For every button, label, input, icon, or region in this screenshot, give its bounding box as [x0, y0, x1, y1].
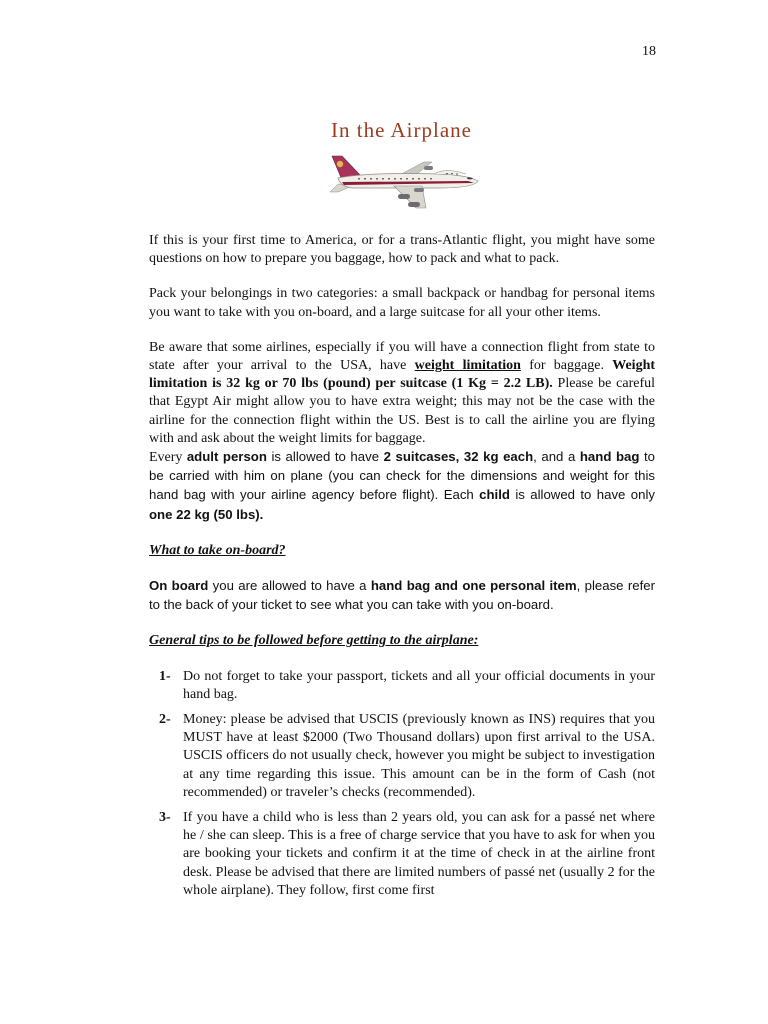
baggage-text: Please be careful that Egypt Air might allow you to have extra weight; this may not be the case with the airline for the connection flight within the US. Best is to call the airline you are flying with and ask about the weight limits for baggage. [149, 376, 655, 446]
page-title: In the Airplane [331, 118, 472, 142]
hand-bag-personal-item: hand bag and one personal item [370, 578, 577, 594]
airplane-icon [328, 150, 480, 212]
suitcase-allowance: 2 suitcases, 32 kg each [383, 449, 534, 465]
weight-limitation-term: weight limitation [414, 358, 521, 374]
onboard-text: , please refer to the back of your ticket to see what you can take with you on-board. [149, 578, 655, 613]
list-item-text: Money: please be advised that USCIS (previously known as INS) requires that you MUST have at least $2000 (Two Thousand dollars) upon first arrival to the USA. USCIS officers do not usually check, however you might be subject to investigation at any time regarding this issue. This amount can be in the form of Cash (not recommended) or traveler’s checks (recommended). [183, 712, 655, 800]
baggage-limits-paragraph [149, 339, 655, 448]
hand-bag-term: hand bag [579, 449, 640, 465]
list-item-text: If you have a child who is less than 2 years old, you can ask for a passé net where he / she can sleep. This is a free of charge service that you have to ask for when you are booking your tickets and confirm it at the time of check in at the airline front desk. Please be advised that there are limited numbers of passé net (usually 2 for the whole airplane). They follow, first come first [183, 810, 655, 898]
page-number: 18 [642, 44, 656, 59]
allowance-text: , and a [533, 449, 580, 465]
list-item-number: 1- [159, 668, 171, 684]
list-item [149, 809, 655, 900]
on-board-term: On board [149, 578, 209, 594]
list-item [149, 668, 655, 704]
allowance-text: Every [149, 450, 187, 466]
allowance-text: is allowed to have only [509, 487, 655, 503]
allowance-paragraph [149, 448, 655, 525]
allowance-text: to be carried with him on plane (you can check for the dimensions and weight for this hand bag with your airline agency before flight). Each [149, 449, 655, 503]
onboard-paragraph [149, 577, 655, 615]
onboard-text: you are allowed to have a [208, 578, 371, 594]
onboard-heading: What to take on-board? [149, 542, 286, 558]
tips-list [149, 668, 655, 900]
child-term: child [479, 487, 510, 503]
allowance-text: is allowed to have [266, 449, 384, 465]
baggage-text: Be aware that some airlines, especially if you will have a connection flight from state to state after your arrival to the USA, have [149, 339, 655, 374]
child-allowance: one 22 kg (50 lbs). [149, 506, 264, 522]
intro-paragraph: If this is your first time to America, or for a trans-Atlantic flight, you might have some questions on how to prepare you baggage, how to pack and what to pack. [149, 233, 655, 267]
adult-person-term: adult person [186, 449, 267, 465]
list-item [149, 711, 655, 802]
tips-heading: General tips to be followed before getting to the airplane: [149, 633, 479, 649]
list-item-number: 3- [159, 810, 171, 826]
list-item-number: 2- [159, 712, 171, 728]
document-body [149, 232, 655, 907]
weight-limit-statement: Weight limitation is 32 kg or 70 lbs (pound) per suitcase (1 Kg = 2.2 LB). [149, 358, 656, 392]
packing-paragraph: Pack your belongings in two categories: a small backpack or handbag for personal items you want to take with you on-board, and a large suitcase for all your other items. [149, 286, 655, 320]
baggage-text: for baggage. [520, 358, 613, 374]
list-item-text: Do not forget to take your passport, tickets and all your official documents in your hand bag. [183, 668, 655, 702]
